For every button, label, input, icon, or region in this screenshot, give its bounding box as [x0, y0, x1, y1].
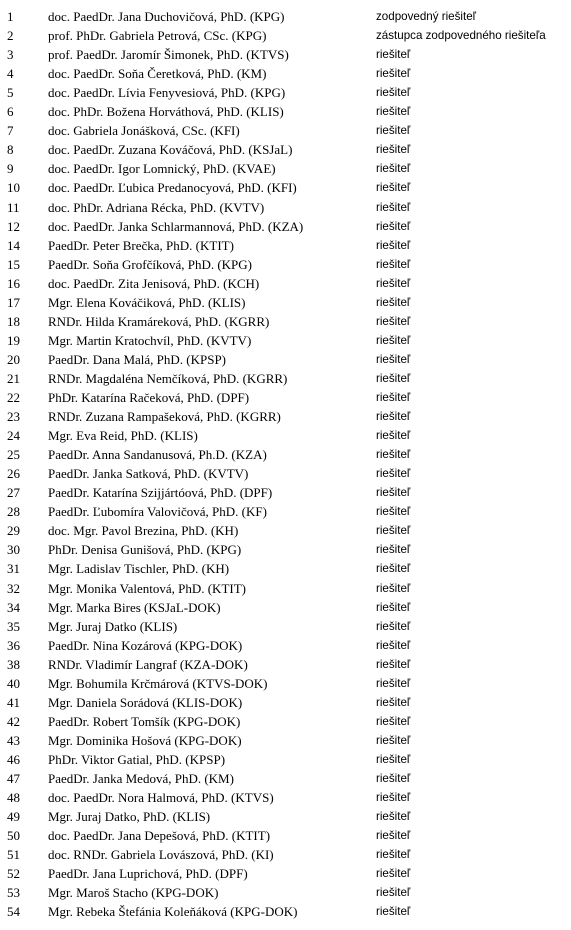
- member-name: doc. PaedDr. Zuzana Kováčová, PhD. (KSJaL): [48, 142, 293, 158]
- member-role: riešiteľ: [376, 105, 411, 119]
- list-item: [0, 102, 571, 121]
- member-role: riešiteľ: [376, 257, 411, 271]
- list-item: [0, 655, 571, 674]
- member-name: RNDr. Zuzana Rampašeková, PhD. (KGRR): [48, 409, 281, 425]
- member-name: PaedDr. Soňa Grofčíková, PhD. (KPG): [48, 256, 253, 272]
- row-number: 8: [7, 142, 14, 158]
- row-number: 1: [7, 9, 14, 24]
- member-role: riešiteľ: [376, 467, 411, 481]
- member-role: riešiteľ: [376, 295, 411, 309]
- row-number: 34: [7, 599, 20, 615]
- list-item: [0, 807, 571, 826]
- row-number: 6: [7, 104, 14, 120]
- member-role: riešiteľ: [376, 772, 411, 785]
- member-name: Mgr. Daniela Sorádová (KLIS-DOK): [48, 694, 243, 710]
- row-number: 10: [7, 180, 20, 196]
- member-name: PaedDr. Janka Medová, PhD. (KM): [48, 771, 234, 786]
- member-role: riešiteľ: [376, 848, 411, 862]
- row-number: 5: [7, 85, 14, 101]
- member-role: riešiteľ: [376, 714, 411, 728]
- member-role: riešiteľ: [376, 162, 411, 176]
- member-name: RNDr. Magdaléna Nemčíková, PhD. (KGRR): [48, 370, 288, 386]
- member-role: riešiteľ: [376, 200, 411, 214]
- member-name: doc. PaedDr. Ľubica Predanocyová, PhD. (KFI): [48, 180, 297, 196]
- member-name: doc. PaedDr. Jana Depešová, PhD. (KTIT): [48, 828, 271, 844]
- row-number: 43: [7, 732, 20, 748]
- row-number: 50: [7, 828, 20, 844]
- list-item: [0, 388, 571, 407]
- member-name: PaedDr. Dana Malá, PhD. (KPSP): [48, 351, 227, 367]
- list-item: [0, 483, 571, 502]
- member-name: PaedDr. Janka Satková, PhD. (KVTV): [48, 466, 249, 482]
- member-name: Mgr. Ladislav Tischler, PhD. (KH): [48, 561, 230, 577]
- member-role: riešiteľ: [376, 86, 411, 100]
- member-name: Mgr. Monika Valentová, PhD. (KTIT): [48, 580, 246, 596]
- list-item: [0, 274, 571, 293]
- member-name: doc. PaedDr. Janka Schlarmannová, PhD. (KZA): [48, 218, 304, 234]
- row-number: 53: [7, 885, 20, 901]
- row-number: 25: [7, 447, 20, 463]
- member-role: riešiteľ: [376, 562, 411, 576]
- member-name: Mgr. Bohumila Krčmárová (KTVS-DOK): [48, 675, 268, 691]
- row-number: 11: [7, 199, 20, 215]
- row-number: 52: [7, 866, 20, 882]
- list-item: [0, 750, 571, 769]
- list-item: [0, 426, 571, 445]
- list-item: [0, 350, 571, 369]
- row-number: 49: [7, 809, 20, 825]
- member-role: riešiteľ: [376, 791, 411, 805]
- member-name: Mgr. Elena Kováčiková, PhD. (KLIS): [48, 294, 246, 310]
- row-number: 15: [7, 256, 20, 272]
- member-role: riešiteľ: [376, 676, 411, 690]
- member-role: riešiteľ: [376, 695, 411, 709]
- list-item: [0, 83, 571, 102]
- row-number: 17: [7, 294, 20, 310]
- list-item: [0, 502, 571, 521]
- list-item: [0, 902, 571, 921]
- list-item: [0, 407, 571, 426]
- row-number: 38: [7, 656, 20, 672]
- member-role: riešiteľ: [376, 752, 411, 766]
- member-name: Mgr. Martin Kratochvíl, PhD. (KVTV): [48, 332, 252, 348]
- member-name: doc. PaedDr. Lívia Fenyvesiová, PhD. (KPG): [48, 85, 286, 101]
- row-number: 28: [7, 504, 20, 520]
- member-name: Mgr. Dominika Hošová (KPG-DOK): [48, 732, 242, 748]
- list-item: [0, 159, 571, 178]
- member-role: riešiteľ: [376, 867, 411, 881]
- member-name: doc. Gabriela Jonášková, CSc. (KFI): [48, 123, 240, 139]
- list-item: [0, 178, 571, 197]
- list-item: [0, 26, 571, 45]
- list-item: [0, 445, 571, 464]
- member-role: riešiteľ: [376, 181, 411, 195]
- list-item: [0, 236, 571, 255]
- member-role: riešiteľ: [376, 124, 411, 138]
- list-item: [0, 331, 571, 350]
- row-number: 30: [7, 542, 20, 558]
- member-name: doc. PaedDr. Jana Duchovičová, PhD. (KPG): [48, 9, 285, 24]
- member-role: riešiteľ: [376, 352, 411, 366]
- member-name: doc. Mgr. Pavol Brezina, PhD. (KH): [48, 523, 239, 539]
- list-item: [0, 198, 571, 217]
- member-name: PhDr. Viktor Gatial, PhD. (KPSP): [48, 751, 226, 767]
- list-item: [0, 255, 571, 274]
- row-number: 2: [7, 28, 14, 44]
- list-item: [0, 636, 571, 655]
- row-number: 4: [7, 66, 14, 82]
- member-role: riešiteľ: [376, 810, 411, 824]
- member-role: riešiteľ: [376, 333, 411, 347]
- row-number: 16: [7, 275, 20, 291]
- member-role: riešiteľ: [376, 429, 411, 443]
- member-name: prof. PhDr. Gabriela Petrová, CSc. (KPG): [48, 28, 267, 44]
- row-number: 29: [7, 523, 20, 539]
- row-number: 12: [7, 218, 20, 234]
- member-role: riešiteľ: [376, 410, 411, 424]
- row-number: 7: [7, 123, 14, 139]
- row-number: 26: [7, 466, 20, 482]
- row-number: 32: [7, 580, 20, 596]
- member-name: RNDr. Vladimír Langraf (KZA-DOK): [48, 656, 248, 672]
- row-number: 42: [7, 713, 20, 729]
- list-item: [0, 464, 571, 483]
- member-role: riešiteľ: [376, 67, 411, 81]
- list-item: [0, 559, 571, 578]
- row-number: 46: [7, 751, 20, 767]
- row-number: 27: [7, 485, 20, 501]
- member-name: PaedDr. Ľubomíra Valovičová, PhD. (KF): [48, 504, 267, 520]
- list-item: [0, 64, 571, 83]
- member-name: Mgr. Maroš Stacho (KPG-DOK): [48, 885, 219, 901]
- list-item: [0, 293, 571, 312]
- member-role: riešiteľ: [376, 219, 411, 233]
- list-item: [0, 731, 571, 750]
- member-name: PaedDr. Robert Tomšík (KPG-DOK): [48, 713, 241, 729]
- member-name: Mgr. Rebeka Štefánia Koleňáková (KPG-DOK): [48, 904, 298, 920]
- member-name: doc. PaedDr. Nora Halmová, PhD. (KTVS): [48, 790, 274, 806]
- list-item: [0, 121, 571, 140]
- member-role: riešiteľ: [376, 391, 411, 404]
- member-name: doc. PhDr. Božena Horváthová, PhD. (KLIS): [48, 104, 284, 120]
- row-number: 35: [7, 618, 20, 634]
- list-item: [0, 788, 571, 807]
- member-role: riešiteľ: [376, 543, 411, 557]
- member-name: Mgr. Juraj Datko (KLIS): [48, 618, 178, 634]
- member-role: riešiteľ: [376, 238, 411, 252]
- list-item: [0, 7, 571, 26]
- member-role: riešiteľ: [376, 829, 411, 843]
- row-number: 21: [7, 370, 20, 386]
- list-item: [0, 521, 571, 540]
- row-number: 20: [7, 351, 20, 367]
- list-item: [0, 617, 571, 636]
- list-item: [0, 769, 571, 788]
- member-role: riešiteľ: [376, 886, 411, 900]
- member-role: riešiteľ: [376, 48, 411, 62]
- row-number: 9: [7, 161, 14, 177]
- member-name: Mgr. Marka Bires (KSJaL-DOK): [48, 599, 221, 615]
- list-item: [0, 45, 571, 64]
- list-item: [0, 540, 571, 559]
- list-item: [0, 845, 571, 864]
- row-number: 48: [7, 790, 20, 806]
- list-item: [0, 826, 571, 845]
- member-role: riešiteľ: [376, 600, 411, 614]
- member-name: PaedDr. Nina Kozárová (KPG-DOK): [48, 637, 243, 653]
- member-name: doc. PhDr. Adriana Récka, PhD. (KVTV): [48, 199, 265, 215]
- row-number: 40: [7, 675, 20, 691]
- member-name: PaedDr. Peter Brečka, PhD. (KTIT): [48, 237, 234, 253]
- member-role: riešiteľ: [376, 657, 411, 671]
- member-name: PhDr. Katarína Račeková, PhD. (DPF): [48, 390, 250, 405]
- list-item: [0, 312, 571, 331]
- member-name: doc. PaedDr. Soňa Čeretková, PhD. (KM): [48, 66, 267, 82]
- list-item: [0, 883, 571, 902]
- list-item: [0, 674, 571, 693]
- row-number: 22: [7, 390, 20, 405]
- row-number: 14: [7, 237, 20, 253]
- list-item: [0, 579, 571, 598]
- list-item: [0, 864, 571, 883]
- member-name: doc. PaedDr. Igor Lomnický, PhD. (KVAE): [48, 161, 276, 177]
- member-name: RNDr. Hilda Kramáreková, PhD. (KGRR): [48, 313, 270, 329]
- member-role: zodpovedný riešiteľ: [376, 10, 477, 23]
- member-name: PaedDr. Jana Luprichová, PhD. (DPF): [48, 866, 248, 882]
- member-name: Mgr. Juraj Datko, PhD. (KLIS): [48, 809, 211, 825]
- member-name: Mgr. Eva Reid, PhD. (KLIS): [48, 428, 198, 444]
- member-role: riešiteľ: [376, 581, 411, 595]
- list-item: [0, 693, 571, 712]
- member-name: doc. RNDr. Gabriela Lovászová, PhD. (KI): [48, 847, 274, 863]
- member-name: PaedDr. Katarína Szijjártóová, PhD. (DPF): [48, 485, 273, 501]
- row-number: 36: [7, 637, 20, 653]
- list-item: [0, 712, 571, 731]
- list-item: [0, 369, 571, 388]
- member-role: riešiteľ: [376, 619, 411, 633]
- row-number: 24: [7, 428, 20, 444]
- row-number: 47: [7, 771, 20, 786]
- list-item: [0, 217, 571, 236]
- list-item: [0, 140, 571, 159]
- member-role: riešiteľ: [376, 905, 411, 919]
- row-number: 41: [7, 694, 20, 710]
- member-role: riešiteľ: [376, 733, 411, 747]
- row-number: 23: [7, 409, 20, 425]
- member-role: riešiteľ: [376, 448, 411, 462]
- member-role: riešiteľ: [376, 505, 411, 519]
- row-number: 54: [7, 904, 20, 920]
- row-number: 19: [7, 332, 20, 348]
- member-role: riešiteľ: [376, 371, 411, 385]
- row-number: 31: [7, 561, 20, 577]
- row-number: 51: [7, 847, 20, 863]
- list-item: [0, 598, 571, 617]
- member-role: riešiteľ: [376, 638, 411, 652]
- member-role: riešiteľ: [376, 314, 411, 328]
- member-name: PaedDr. Anna Sandanusová, Ph.D. (KZA): [48, 447, 267, 463]
- member-role: zástupca zodpovedného riešiteľa: [376, 29, 546, 43]
- member-role: riešiteľ: [376, 276, 411, 290]
- row-number: 3: [7, 47, 14, 63]
- member-name: PhDr. Denisa Gunišová, PhD. (KPG): [48, 542, 242, 558]
- row-number: 18: [7, 313, 20, 329]
- member-role: riešiteľ: [376, 143, 411, 157]
- member-name: prof. PaedDr. Jaromír Šimonek, PhD. (KTVS): [48, 47, 289, 63]
- member-name: doc. PaedDr. Zita Jenisová, PhD. (KCH): [48, 275, 260, 291]
- member-role: riešiteľ: [376, 524, 411, 538]
- member-role: riešiteľ: [376, 486, 411, 500]
